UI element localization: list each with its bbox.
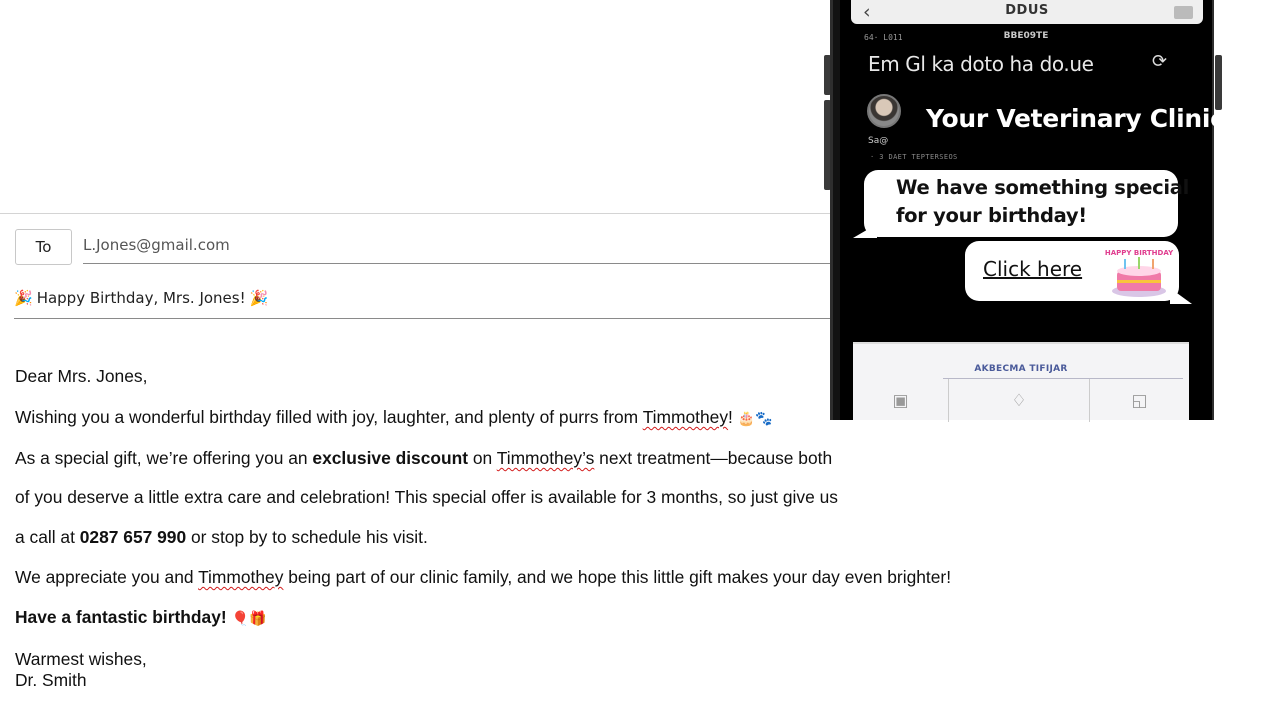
status-label: BBE09TE <box>1003 31 1049 41</box>
message-bubble <box>864 170 1190 237</box>
spellcheck-word[interactable]: Timmothey’s <box>496 448 595 468</box>
power-button <box>1215 55 1222 110</box>
tab-document-icon[interactable]: ◱ <box>1131 390 1148 411</box>
clinic-name: Your Veterinary Clinic <box>926 104 1225 133</box>
chat-header-title: Em Gl ka doto ha do.ue <box>868 52 1094 76</box>
sync-icon[interactable]: ⟳ <box>1152 51 1168 72</box>
message-line: We have something special <box>896 176 1190 199</box>
tab-location-icon[interactable]: ♢ <box>1011 390 1027 411</box>
email-greeting: Dear Mrs. Jones, <box>15 366 148 386</box>
input-panel <box>853 342 1189 420</box>
spellcheck-word[interactable]: Timmothey <box>198 567 284 587</box>
balloon-icon: 🎈 <box>231 611 249 627</box>
click-here-link[interactable]: Click here <box>983 257 1083 281</box>
app-top-bar <box>851 0 1203 24</box>
gift-icon: 🎁 <box>248 611 267 627</box>
status-meta: 64· L011 <box>864 33 903 42</box>
subject-text: Happy Birthday, Mrs. Jones! <box>36 289 246 307</box>
subject-field[interactable] <box>14 289 830 319</box>
email-signoff: Warmest wishes, <box>15 649 147 669</box>
avatar-label: Sa@ <box>868 136 889 146</box>
party-popper-icon: 🎉 <box>14 289 33 307</box>
divider <box>0 213 830 214</box>
email-line-offer: As a special gift, we’re offering you an exclusive discount on Timmothey’s next treatment—because both <box>15 448 833 468</box>
spellcheck-word[interactable]: Timmothey <box>642 407 729 427</box>
birthday-cake-icon <box>1104 245 1174 299</box>
email-line-appreciation: We appreciate you and Timmothey being part of our clinic family, and we hope this little gift makes your day even brighter! <box>15 567 952 587</box>
back-arrow-icon[interactable]: ‹ <box>863 1 871 23</box>
phone-number: 0287 657 990 <box>79 527 187 547</box>
recipient-field[interactable]: L.Jones@gmail.com <box>83 233 830 264</box>
cake-icon: 🎂 <box>737 411 756 427</box>
panel-label: AKBECMA TIFIJAR <box>974 364 1068 374</box>
avatar[interactable] <box>867 94 901 128</box>
phone-mockup <box>824 0 1224 420</box>
app-brand: DDUS <box>1005 3 1049 18</box>
email-signature: Dr. Smith <box>15 670 87 690</box>
party-popper-icon: 🎉 <box>249 289 269 307</box>
email-line-call: a call at 0287 657 990 or stop by to schedule his visit. <box>15 527 428 547</box>
paw-prints-icon: 🐾 <box>755 411 773 427</box>
email-compose <box>0 213 952 720</box>
avatar-subtitle: · 3 DAET TEPTERSEOS <box>870 153 958 161</box>
card-icon[interactable] <box>1174 6 1193 19</box>
message-line: for your birthday! <box>896 204 1087 227</box>
email-line-offer-cont: of you deserve a little extra care and celebration! This special offer is available for 3 months, so just give us <box>15 487 838 507</box>
tab-photo-icon[interactable]: ▣ <box>892 390 909 411</box>
cake-text: HAPPY BIRTHDAY <box>1104 249 1174 257</box>
email-closing: Have a fantastic birthday! 🎈🎁 <box>15 607 267 627</box>
phone-screen <box>840 0 1225 420</box>
to-button[interactable]: To <box>15 229 72 265</box>
email-line-wishes: Wishing you a wonderful birthday filled with joy, laughter, and plenty of purrs from Timmothey! 🎂🐾 <box>15 407 773 427</box>
